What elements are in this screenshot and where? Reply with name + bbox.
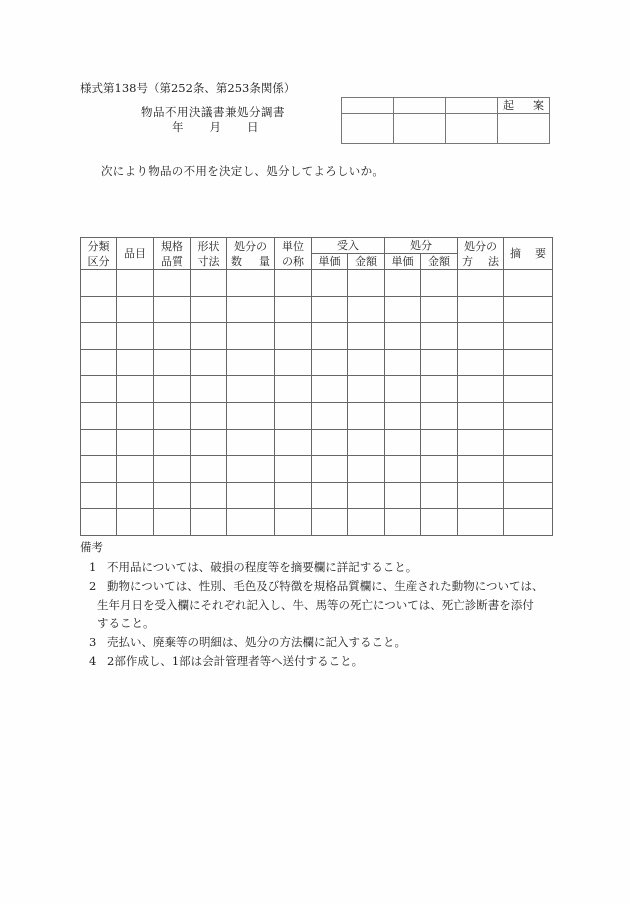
cell-received-amount[interactable] xyxy=(348,456,385,483)
cell-spec[interactable] xyxy=(154,402,191,429)
kian-char-1: 起 xyxy=(503,99,514,112)
header-item: 品目 xyxy=(117,238,154,270)
cell-disposal-method[interactable] xyxy=(458,349,504,376)
cell-disposal-method[interactable] xyxy=(458,429,504,456)
cell-disposal-method[interactable] xyxy=(458,482,504,509)
cell-disposal-method[interactable] xyxy=(458,456,504,483)
cell-unit[interactable] xyxy=(275,456,312,483)
cell-unit[interactable] xyxy=(275,349,312,376)
note-item: 1 不用品については、破損の程度等を摘要欄に詳記すること。 xyxy=(89,560,418,574)
form-number: 様式第138号（第252条、第253条関係） xyxy=(80,81,296,95)
cell-received-unit-price[interactable] xyxy=(312,296,348,323)
cell-disposal-qty[interactable] xyxy=(227,349,275,376)
cell-shape[interactable] xyxy=(191,376,227,403)
year-label: 年 xyxy=(172,120,184,134)
cell-item[interactable] xyxy=(117,376,154,403)
cell-disposal-amount[interactable] xyxy=(421,402,458,429)
cell-classification[interactable] xyxy=(81,349,117,376)
cell-received-unit-price[interactable] xyxy=(312,456,348,483)
cell-disposal-amount[interactable] xyxy=(421,429,458,456)
cell-disposal-method[interactable] xyxy=(458,323,504,350)
cell-disposal-qty[interactable] xyxy=(227,456,275,483)
cell-remarks[interactable] xyxy=(504,323,553,350)
cell-received-amount[interactable] xyxy=(348,349,385,376)
cell-unit[interactable] xyxy=(275,270,312,297)
table-row xyxy=(81,296,553,323)
header-disposal-qty: 処分の 数 量 xyxy=(227,238,275,270)
approval-header-1 xyxy=(342,98,394,114)
note-item: 4 2部作成し、1部は会計管理者等へ送付すること。 xyxy=(89,654,364,668)
header-disposal: 処分 xyxy=(385,238,458,254)
cell-received-unit-price[interactable] xyxy=(312,376,348,403)
cell-disposal-amount[interactable] xyxy=(421,376,458,403)
cell-remarks[interactable] xyxy=(504,482,553,509)
cell-disposal-unit-price[interactable] xyxy=(385,376,421,403)
cell-classification[interactable] xyxy=(81,456,117,483)
cell-received-unit-price[interactable] xyxy=(312,349,348,376)
note-item-continuation: すること。 xyxy=(97,616,155,630)
cell-received-unit-price[interactable] xyxy=(312,509,348,536)
cell-disposal-qty[interactable] xyxy=(227,376,275,403)
header-shape: 形状 寸法 xyxy=(191,238,227,270)
table-row xyxy=(81,349,553,376)
cell-spec[interactable] xyxy=(154,376,191,403)
approval-seal-2[interactable] xyxy=(394,114,446,144)
cell-spec[interactable] xyxy=(154,296,191,323)
cell-shape[interactable] xyxy=(191,456,227,483)
cell-remarks[interactable] xyxy=(504,402,553,429)
cell-disposal-unit-price[interactable] xyxy=(385,456,421,483)
cell-item[interactable] xyxy=(117,296,154,323)
cell-received-unit-price[interactable] xyxy=(312,402,348,429)
note-item-continuation: 生年月日を受入欄にそれぞれ記入し、牛、馬等の死亡については、死亡診断書を添付 xyxy=(97,598,534,612)
cell-disposal-unit-price[interactable] xyxy=(385,402,421,429)
cell-item[interactable] xyxy=(117,509,154,536)
month-label: 月 xyxy=(209,120,221,134)
cell-received-amount[interactable] xyxy=(348,429,385,456)
cell-disposal-amount[interactable] xyxy=(421,270,458,297)
cell-classification[interactable] xyxy=(81,270,117,297)
cell-spec[interactable] xyxy=(154,456,191,483)
cell-item[interactable] xyxy=(117,429,154,456)
table-row xyxy=(81,323,553,350)
cell-received-amount[interactable] xyxy=(348,376,385,403)
cell-item[interactable] xyxy=(117,270,154,297)
cell-received-unit-price[interactable] xyxy=(312,323,348,350)
cell-disposal-amount[interactable] xyxy=(421,482,458,509)
cell-disposal-unit-price[interactable] xyxy=(385,482,421,509)
approval-seal-1[interactable] xyxy=(342,114,394,144)
cell-disposal-method[interactable] xyxy=(458,270,504,297)
note-item: 2 動物については、性別、毛色及び特徴を規格品質欄に、生産された動物については、 xyxy=(89,579,544,593)
cell-item[interactable] xyxy=(117,349,154,376)
header-disposal-amount: 金額 xyxy=(421,254,458,270)
table-body xyxy=(81,270,553,536)
table-row xyxy=(81,482,553,509)
cell-disposal-qty[interactable] xyxy=(227,323,275,350)
cell-disposal-qty[interactable] xyxy=(227,509,275,536)
cell-classification[interactable] xyxy=(81,429,117,456)
cell-disposal-amount[interactable] xyxy=(421,323,458,350)
cell-item[interactable] xyxy=(117,402,154,429)
cell-classification[interactable] xyxy=(81,402,117,429)
cell-shape[interactable] xyxy=(191,429,227,456)
cell-remarks[interactable] xyxy=(504,349,553,376)
header-unit: 単位 の称 xyxy=(275,238,312,270)
date-line xyxy=(172,119,259,135)
cell-shape[interactable] xyxy=(191,509,227,536)
approval-header-3 xyxy=(446,98,498,114)
table-row xyxy=(81,509,553,536)
cell-unit[interactable] xyxy=(275,402,312,429)
cell-disposal-unit-price[interactable] xyxy=(385,509,421,536)
intro-text: 次により物品の不用を決定し、処分してよろしいか。 xyxy=(101,164,385,178)
cell-received-amount[interactable] xyxy=(348,509,385,536)
cell-unit[interactable] xyxy=(275,509,312,536)
cell-disposal-method[interactable] xyxy=(458,376,504,403)
table-row xyxy=(81,429,553,456)
cell-remarks[interactable] xyxy=(504,456,553,483)
document-title: 物品不用決議書兼処分調書 xyxy=(141,105,285,119)
header-received-unit-price: 単価 xyxy=(312,254,348,270)
header-disposal-method: 処分の 方 法 xyxy=(458,238,504,270)
cell-spec[interactable] xyxy=(154,349,191,376)
cell-classification[interactable] xyxy=(81,509,117,536)
cell-unit[interactable] xyxy=(275,429,312,456)
cell-remarks[interactable] xyxy=(504,429,553,456)
cell-item[interactable] xyxy=(117,456,154,483)
cell-unit[interactable] xyxy=(275,296,312,323)
cell-remarks[interactable] xyxy=(504,509,553,536)
cell-shape[interactable] xyxy=(191,270,227,297)
cell-spec[interactable] xyxy=(154,482,191,509)
cell-disposal-qty[interactable] xyxy=(227,429,275,456)
notes-title: 備考 xyxy=(80,540,103,554)
table-row xyxy=(81,456,553,483)
cell-received-unit-price[interactable] xyxy=(312,482,348,509)
cell-disposal-qty[interactable] xyxy=(227,482,275,509)
cell-received-unit-price[interactable] xyxy=(312,429,348,456)
cell-item[interactable] xyxy=(117,482,154,509)
header-received: 受入 xyxy=(312,238,385,254)
cell-item[interactable] xyxy=(117,323,154,350)
table-row xyxy=(81,376,553,403)
approval-seal-kian[interactable] xyxy=(498,114,550,144)
cell-disposal-method[interactable] xyxy=(458,402,504,429)
approval-header-kian xyxy=(498,98,550,114)
disposal-table xyxy=(80,237,553,536)
cell-disposal-unit-price[interactable] xyxy=(385,270,421,297)
approval-header-2 xyxy=(394,98,446,114)
approval-box xyxy=(341,97,550,144)
cell-disposal-amount[interactable] xyxy=(421,456,458,483)
cell-spec[interactable] xyxy=(154,429,191,456)
header-disposal-unit-price: 単価 xyxy=(385,254,421,270)
cell-disposal-amount[interactable] xyxy=(421,349,458,376)
cell-disposal-unit-price[interactable] xyxy=(385,349,421,376)
cell-disposal-amount[interactable] xyxy=(421,509,458,536)
cell-received-amount[interactable] xyxy=(348,296,385,323)
cell-unit[interactable] xyxy=(275,323,312,350)
cell-received-amount[interactable] xyxy=(348,323,385,350)
cell-classification[interactable] xyxy=(81,323,117,350)
cell-shape[interactable] xyxy=(191,402,227,429)
table-row xyxy=(81,270,553,297)
header-classification: 分類 区分 xyxy=(81,238,117,270)
header-remarks: 摘 要 xyxy=(504,238,553,270)
cell-disposal-qty[interactable] xyxy=(227,296,275,323)
cell-disposal-unit-price[interactable] xyxy=(385,323,421,350)
note-item: 3 売払い、廃棄等の明細は、処分の方法欄に記入すること。 xyxy=(89,635,406,649)
cell-disposal-amount[interactable] xyxy=(421,296,458,323)
cell-remarks[interactable] xyxy=(504,376,553,403)
cell-received-amount[interactable] xyxy=(348,402,385,429)
cell-shape[interactable] xyxy=(191,323,227,350)
cell-classification[interactable] xyxy=(81,482,117,509)
cell-shape[interactable] xyxy=(191,296,227,323)
table-row xyxy=(81,402,553,429)
cell-disposal-qty[interactable] xyxy=(227,402,275,429)
cell-received-amount[interactable] xyxy=(348,482,385,509)
cell-disposal-method[interactable] xyxy=(458,296,504,323)
cell-classification[interactable] xyxy=(81,296,117,323)
cell-spec[interactable] xyxy=(154,323,191,350)
cell-disposal-unit-price[interactable] xyxy=(385,296,421,323)
cell-spec[interactable] xyxy=(154,509,191,536)
approval-seal-3[interactable] xyxy=(446,114,498,144)
day-label: 日 xyxy=(247,120,259,134)
cell-shape[interactable] xyxy=(191,349,227,376)
cell-unit[interactable] xyxy=(275,376,312,403)
cell-spec[interactable] xyxy=(154,270,191,297)
cell-remarks[interactable] xyxy=(504,270,553,297)
cell-disposal-unit-price[interactable] xyxy=(385,429,421,456)
cell-unit[interactable] xyxy=(275,482,312,509)
cell-remarks[interactable] xyxy=(504,296,553,323)
cell-shape[interactable] xyxy=(191,482,227,509)
kian-char-2: 案 xyxy=(533,99,544,112)
cell-received-unit-price[interactable] xyxy=(312,270,348,297)
cell-disposal-method[interactable] xyxy=(458,509,504,536)
cell-received-amount[interactable] xyxy=(348,270,385,297)
cell-classification[interactable] xyxy=(81,376,117,403)
header-spec: 規格 品質 xyxy=(154,238,191,270)
header-received-amount: 金額 xyxy=(348,254,385,270)
cell-disposal-qty[interactable] xyxy=(227,270,275,297)
